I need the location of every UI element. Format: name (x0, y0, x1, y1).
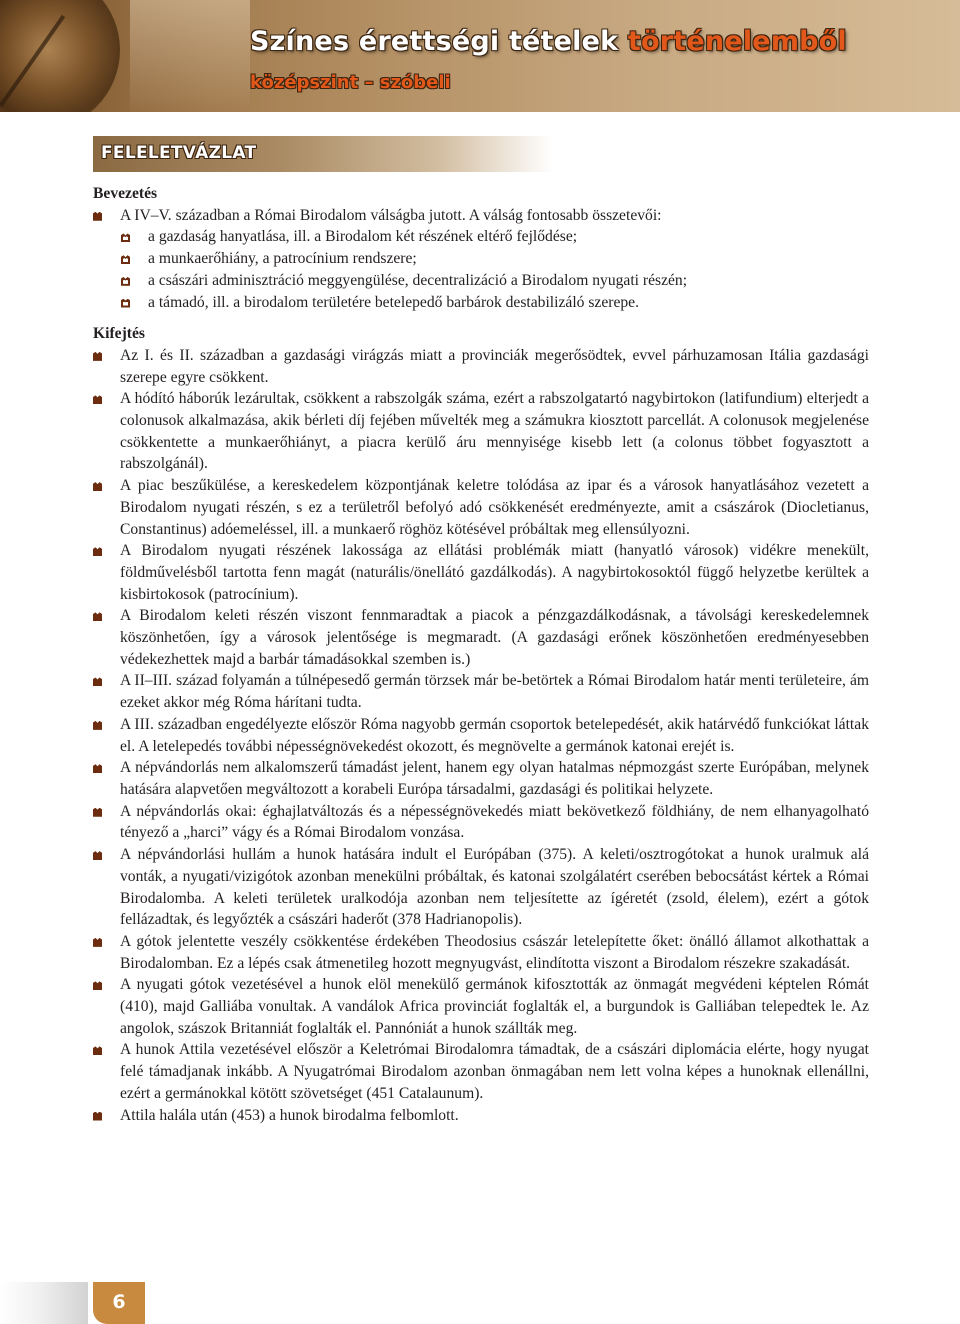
bullet-icon (93, 212, 102, 221)
list-item-text: A piac beszűkülése, a kereskedelem központjának keletre tolódása az ipar és a városok hanyatlásához vezetett a Birodalom nyugati részén, s ez a területről befolyó adó csökkenését eredményezte, amit a császárok (Diocletianus, Constantinus) adóemeléssel, ill. a munkaerő röghöz kötésével próbáltak meg ellensúlyozni. (120, 477, 869, 538)
bullet-icon (93, 851, 102, 860)
list-item (93, 844, 869, 931)
bullet-icon (93, 721, 102, 730)
bullet-icon (93, 938, 102, 947)
hollow-bullet-icon (121, 277, 130, 286)
header-subtitle: középszint – szóbeli (250, 72, 451, 93)
list-item-text: A népvándorlás okai: éghajlatváltozás és a népességnövekedés miatt bekövetkező földhiány, de nem elhanyagolható tényező a „harci” vágy és a Római Birodalom vonzása. (120, 802, 869, 842)
bullet-icon (93, 612, 102, 621)
list-item (93, 1039, 869, 1104)
sub-list-item (93, 270, 869, 292)
page-header (0, 0, 960, 112)
list-item (93, 540, 869, 605)
list-item (93, 605, 869, 670)
list-item-text: A gótok jelentette veszély csökkentése érdekében Theodosius császár letelepítette őket: önálló államot alkothattak a Birodalomban. Ez a lépés csak átmenetileg hozott megnyugvást, elindította viszont a Birodalom részekre szakadását. (120, 932, 869, 972)
hollow-bullet-icon (121, 233, 130, 242)
sub-list-item (93, 226, 869, 248)
list-item (93, 931, 869, 974)
list-item-text: Attila halála után (453) a hunok birodalma felbomlott. (120, 1106, 459, 1124)
list-item (93, 714, 869, 757)
header-title (250, 26, 847, 57)
bullet-icon (93, 547, 102, 556)
header-title-main: Színes érettségi tételek (250, 26, 619, 57)
list-item-text: A hódító háborúk lezárultak, csökkent a rabszolgák száma, ezért a rabszolgatartó nagybirtokon (latifundium) elterjedt a colonusok alkalmazása, akik bérleti díj fejében művelték meg a számukra kiosztott parcellát. A colonusok megjelenése csökkentette a munkaerőhiányt, a piacra kerülő áru mennyisége kisebb lett (a colonus többet fogyasztott a rabszolgánál). (120, 390, 869, 473)
list-item (93, 475, 869, 540)
list-item-text: A hunok Attila vezetésével először a Keletrómai Birodalomra támadtak, de a császári diplomácia elérte, hogy nyugat felé támadjanak inkább. A Nyugatrómai Birodalom azonban önmagában nem lett volna képes a hunoknak ellenállni, ezért a germánokkal kötött szövetséget (451 Catalaunum). (120, 1041, 869, 1102)
section-title-bar (93, 136, 553, 172)
list-item (93, 757, 869, 800)
list-item (93, 345, 869, 388)
bullet-icon (93, 981, 102, 990)
bullet-icon (93, 395, 102, 404)
header-title-accent: történelemből (627, 26, 847, 57)
list-item (93, 801, 869, 844)
list-item (93, 670, 869, 713)
list-item-text: A III. században engedélyezte először Róma nagyobb germán csoportok betelepedését, akik határvédő funkciókat láttak el. A letelepedés további népességnövekedést okozott, és megnövelte a germánok katonai erejét is. (120, 715, 869, 755)
sub-list-item-text: a munkaerőhiány, a patrocínium rendszere; (148, 250, 417, 268)
kifejtes-list (93, 345, 869, 1126)
page-number: 6 (112, 1291, 126, 1313)
heading-kifejtes: Kifejtés (93, 325, 145, 343)
list-item-text: A nyugati gótok vezetésével a hunok elöl menekülő germánok kifosztották az önmagát megvédeni képtelen Rómát (410), majd Galliába vonultak. A vandálok Africa provinciát foglalták el, a burgundok is Galliában telepedtek le. Az angolok, szászok Britanniát foglalták el. Pannóniát a hunok szállták meg. (120, 976, 869, 1037)
bevezetes-list (93, 205, 869, 314)
heading-bevezetes: Bevezetés (93, 185, 158, 202)
sub-list-item-text: a támadó, ill. a birodalom területére betelepedő barbárok destabilizáló szerepe. (148, 293, 639, 311)
list-item (93, 1105, 869, 1127)
sub-list-item-text: a császári adminisztráció meggyengülése, decentralizáció a Birodalom nyugati részén; (148, 271, 688, 289)
bullet-icon (93, 677, 102, 686)
list-item-text: A IV–V. században a Római Birodalom válságba jutott. A válság fontosabb összetevői: (120, 206, 662, 224)
list-item-text: A II–III. század folyamán a túlnépesedő germán törzsek már be-betörtek a Római Birodalom határ menti területeire, ám ezeket akkor még Róma hárítani tudta. (120, 672, 869, 712)
sub-list-item-text: a gazdaság hanyatlása, ill. a Birodalom két részének eltérő fejlődése; (148, 228, 578, 246)
parchment-decoration (130, 0, 250, 112)
list-item-text: A Birodalom nyugati részének lakossága az ellátási problémák miatt (hanyatló városok) vidékre menekült, földművelésből tartotta fenn magát (naturális/önellátó gazdálkodás). A nagybirtokosoktól függő helyzetbe kerültek a kisbirtokosok (patrocínium). (120, 542, 869, 603)
list-item (93, 205, 869, 227)
bullet-icon (93, 808, 102, 817)
main-content (93, 183, 869, 1126)
list-item-text: A Birodalom keleti részén viszont fennmaradtak a piacok a pénzgazdálkodásnak, a távolsági kereskedelemnek köszönhetően, így a városok jelentősége is megmaradt. (A gazdasági erőnek köszönhetően eredményesebben védekezhettek majd a barbár támadásokkal szemben is.) (120, 607, 869, 668)
list-item-text: A népvándorlás nem alkalomszerű támadást jelent, hanem egy olyan hatalmas népmozgást szerte Európában, melynek hatására alapvetően megváltozott a korabeli Európa társadalmi, gazdasági és politikai helyzete. (120, 759, 869, 798)
list-item (93, 388, 869, 475)
bullet-icon (93, 1112, 102, 1121)
bullet-icon (93, 482, 102, 491)
sub-list-item (93, 248, 869, 270)
bullet-icon (93, 352, 102, 361)
bullet-icon (93, 1046, 102, 1055)
list-item-text: Az I. és II. században a gazdasági virágzás miatt a provinciák megerősödtek, evvel párhuzamosan Itália gazdasági szerepe egyre csökkent. (120, 346, 869, 386)
hollow-bullet-icon (121, 299, 130, 308)
bullet-icon (93, 764, 102, 773)
page-number-badge (93, 1282, 145, 1324)
list-item (93, 974, 869, 1039)
section-title: FELELETVÁZLAT (101, 143, 257, 163)
hollow-bullet-icon (121, 255, 130, 264)
sub-list-item (93, 292, 869, 314)
list-item-text: A népvándorlási hullám a hunok hatására indult el Európában (375). A keleti/osztrogótokat a hunok uralmuk alá vonták, a nyugati/vizigótok azonban menekülni próbáltak, és katonai szolgálatért cserében bebocsátást kértek a Római Birodalomba. A keleti területek uralkodója azonban nem teljesítette az ígéretét (zsold, élelem), ezért a gótok fellázadtak, és legyőzték a császári haderőt (378 Hadrianopolis). (120, 846, 869, 929)
footer-gradient-strip (0, 1282, 88, 1324)
